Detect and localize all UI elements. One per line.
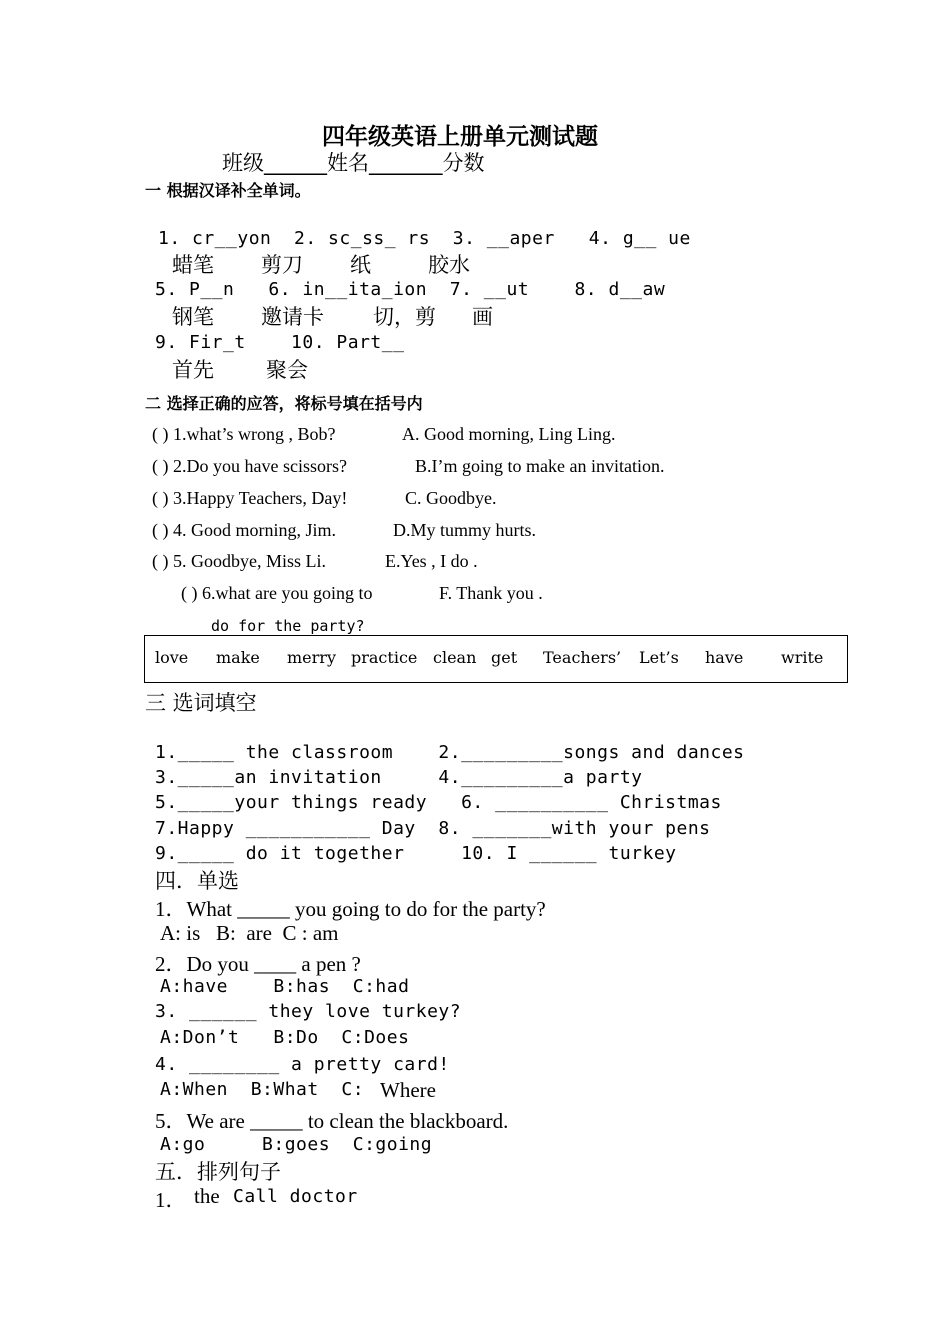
- mc-q2: 2．Do you ____ a pen ?: [155, 952, 361, 976]
- mc-q1: 1．What _____ you going to do for the party?: [155, 897, 546, 921]
- word-bank-item: love: [155, 648, 189, 667]
- word-bank-item: merry: [287, 648, 336, 667]
- sec1-row2: 5. P__n 6. in__ita_ion 7. __ut 8. d__aw: [155, 279, 666, 300]
- page-title: 四年级英语上册单元测试题: [322, 124, 598, 150]
- match-q6-cont: do for the party?: [211, 617, 365, 635]
- sec1-row1-cn-3: 纸: [350, 253, 371, 277]
- section-2-heading: 二 选择正确的应答，将标号填在括号内: [145, 394, 423, 413]
- sec1-row2-cn-1: 钢笔: [172, 305, 214, 329]
- sec1-row2-cn-4: 画: [472, 305, 493, 329]
- sec1-row3-cn-2: 聚会: [266, 358, 308, 382]
- mc-q4-option-c: Where: [380, 1078, 436, 1102]
- match-q6: ( ) 6.what are you going to: [181, 583, 373, 603]
- reorder-q1-number: 1．: [155, 1188, 187, 1212]
- match-a2: B.I’m going to make an invitation.: [415, 456, 665, 476]
- match-a5: E.Yes , I do .: [385, 551, 478, 571]
- sec1-row1-cn-4: 胶水: [428, 253, 470, 277]
- word-bank-item: write: [781, 648, 824, 667]
- word-bank-item: have: [705, 648, 744, 667]
- word-bank-item: get: [491, 648, 518, 667]
- section-3-heading: 三 选词填空: [145, 691, 257, 715]
- sec1-row2-cn-3: 切，剪: [373, 305, 436, 329]
- sec1-row1-cn-2: 剪刀: [261, 253, 303, 277]
- reorder-q1-words: Call doctor: [233, 1186, 358, 1207]
- section-1-heading: 一 根据汉译补全单词。: [145, 181, 311, 200]
- mc-q5: 5．We are _____ to clean the blackboard.: [155, 1109, 509, 1133]
- sec1-row3: 9. Fir_t 10. Part__: [155, 332, 405, 353]
- sec1-row1: 1. cr__yon 2. sc_ss_ rs 3. __aper 4. g__ ue: [158, 228, 691, 249]
- mc-q4: 4. ________ a pretty card!: [155, 1054, 450, 1075]
- word-bank-item: practice: [351, 648, 418, 667]
- fill-row-2: 3._____an invitation 4._________a party: [155, 767, 643, 788]
- match-q3: ( ) 3.Happy Teachers, Day!: [152, 488, 348, 508]
- match-q4: ( ) 4. Good morning, Jim.: [152, 520, 336, 540]
- mc-q1-options: A: is B: are C : am: [160, 921, 339, 945]
- match-a4: D.My tummy hurts.: [393, 520, 537, 540]
- reorder-q1-word-a: the: [194, 1184, 220, 1208]
- sec1-row2-cn-2: 邀请卡: [261, 305, 324, 329]
- sec1-row3-cn-1: 首先: [172, 358, 214, 382]
- match-q5: ( ) 5. Goodbye, Miss Li.: [152, 551, 326, 571]
- match-q2: ( ) 2.Do you have scissors?: [152, 456, 347, 476]
- mc-q3-options: A:Don’t B:Do C:Does: [160, 1027, 410, 1048]
- mc-q2-options: A:have B:has C:had: [160, 976, 410, 997]
- match-q1: ( ) 1.what’s wrong , Bob?: [152, 424, 336, 444]
- word-bank-item: Let’s: [639, 648, 679, 667]
- word-bank-item: Teachers’: [543, 648, 622, 667]
- word-bank-item: make: [216, 648, 260, 667]
- section-4-heading: 四．单选: [155, 869, 239, 893]
- mc-q5-options: A:go B:goes C:going: [160, 1134, 433, 1155]
- word-bank-item: clean: [433, 648, 477, 667]
- student-info-line: 班级______姓名_______分数: [222, 151, 485, 175]
- match-a1: A. Good morning, Ling Ling.: [402, 424, 616, 444]
- word-bank-box: [144, 635, 848, 683]
- fill-row-4: 7.Happy ___________ Day 8. _______with your pens: [155, 818, 711, 839]
- match-a6: F. Thank you .: [439, 583, 543, 603]
- mc-q4-options: A:When B:What C:: [160, 1079, 376, 1100]
- fill-row-3: 5._____your things ready 6. __________ Christmas: [155, 792, 722, 813]
- mc-q3: 3. ______ they love turkey?: [155, 1001, 462, 1022]
- section-5-heading: 五．排列句子: [155, 1160, 281, 1184]
- match-a3: C. Goodbye.: [405, 488, 497, 508]
- fill-row-5: 9._____ do it together 10. I ______ turkey: [155, 843, 677, 864]
- fill-row-1: 1._____ the classroom 2._________songs and dances: [155, 742, 745, 763]
- sec1-row1-cn-1: 蜡笔: [172, 253, 214, 277]
